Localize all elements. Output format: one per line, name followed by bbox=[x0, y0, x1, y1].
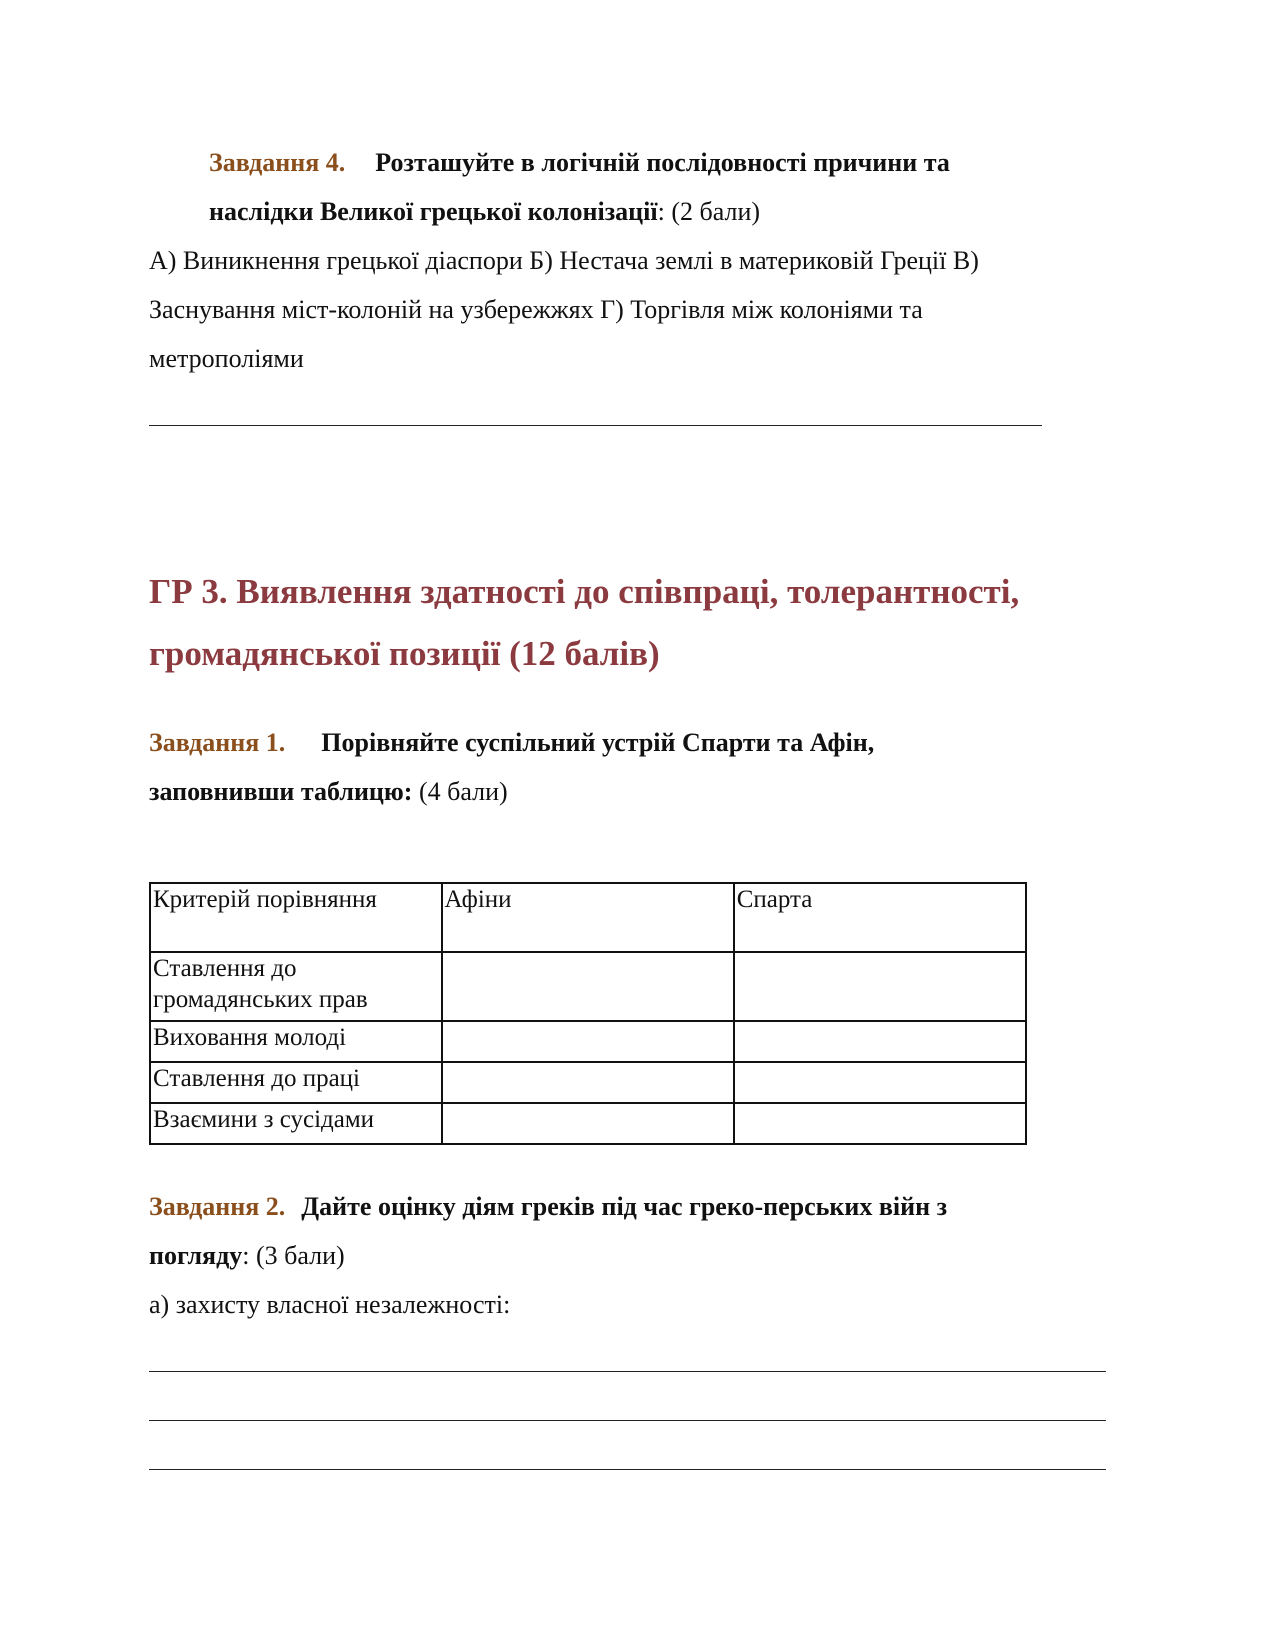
table-cell-athens[interactable] bbox=[442, 1103, 734, 1144]
task4-points: : (2 бали) bbox=[657, 197, 761, 226]
table-header-row bbox=[150, 883, 1026, 952]
table-row bbox=[150, 1021, 1026, 1062]
table-cell-criterion: Ставлення до праці bbox=[150, 1062, 442, 1103]
task2-label: Завдання 2. bbox=[149, 1192, 286, 1221]
task4-options-line1: А) Виникнення грецької діаспори Б) Нестача землі в материковій Греції В) bbox=[149, 246, 979, 275]
table-row bbox=[150, 1062, 1026, 1103]
task1-label: Завдання 1. bbox=[149, 728, 286, 757]
task1-instruction-line1: Порівняйте суспільний устрій Спарти та Афін, bbox=[321, 728, 875, 757]
table-cell-athens[interactable] bbox=[442, 952, 734, 1021]
table-cell-athens[interactable] bbox=[442, 1062, 734, 1103]
task1-instruction-line2: заповнивши таблицю: bbox=[149, 777, 413, 806]
table-header-sparta: Спарта bbox=[734, 883, 1026, 952]
section-title-line1: ГР 3. Виявлення здатності до співпраці, толерантності, bbox=[149, 572, 1020, 611]
task4-instruction-line2: наслідки Великої грецької колонізації bbox=[209, 197, 658, 226]
task2-heading-line1 bbox=[149, 1192, 947, 1222]
table-row bbox=[150, 1103, 1026, 1144]
task1-points: (4 бали) bbox=[412, 777, 508, 806]
table-cell-criterion: Виховання молоді bbox=[150, 1021, 442, 1062]
table-cell-sparta[interactable] bbox=[734, 1021, 1026, 1062]
table-cell-criterion: Ставлення до громадянських прав bbox=[150, 952, 442, 1021]
table-row bbox=[150, 952, 1026, 1021]
table-cell-sparta[interactable] bbox=[734, 952, 1026, 1021]
task2-answer-line[interactable] bbox=[149, 1420, 1106, 1421]
task4-heading-line1 bbox=[209, 148, 950, 178]
table-cell-sparta[interactable] bbox=[734, 1103, 1026, 1144]
task1-heading-line1 bbox=[149, 728, 874, 758]
table-cell-criterion: Взаємини з сусідами bbox=[150, 1103, 442, 1144]
task4-instruction-line1: Розташуйте в логічній послідовності причини та bbox=[375, 148, 950, 177]
task2-points: : (3 бали) bbox=[242, 1241, 345, 1270]
task4-heading-line2 bbox=[209, 197, 760, 227]
task2-instruction-line1: Дайте оцінку діям греків під час греко-перських війн з bbox=[301, 1192, 948, 1221]
task4-options-line2: Заснування міст-колоній на узбережжях Г) Торгівля між колоніями та bbox=[149, 295, 923, 324]
task4-label: Завдання 4. bbox=[209, 148, 346, 177]
table-header-athens: Афіни bbox=[442, 883, 734, 952]
task2-instruction-line2: погляду bbox=[149, 1241, 243, 1270]
comparison-table bbox=[149, 882, 1027, 1145]
table-cell-athens[interactable] bbox=[442, 1021, 734, 1062]
task4-options-line3: метрополіями bbox=[149, 344, 304, 373]
task2-item-a: а) захисту власної незалежності: bbox=[149, 1290, 511, 1319]
task4-answer-line[interactable] bbox=[149, 425, 1042, 426]
task2-heading-line2 bbox=[149, 1241, 345, 1271]
table-cell-sparta[interactable] bbox=[734, 1062, 1026, 1103]
task2-answer-line[interactable] bbox=[149, 1469, 1106, 1470]
task1-heading-line2 bbox=[149, 777, 508, 807]
task2-answer-line[interactable] bbox=[149, 1371, 1106, 1372]
table-header-criterion: Критерій порівняння bbox=[150, 883, 442, 952]
section-title-line2: громадянської позиції (12 балів) bbox=[149, 634, 660, 673]
